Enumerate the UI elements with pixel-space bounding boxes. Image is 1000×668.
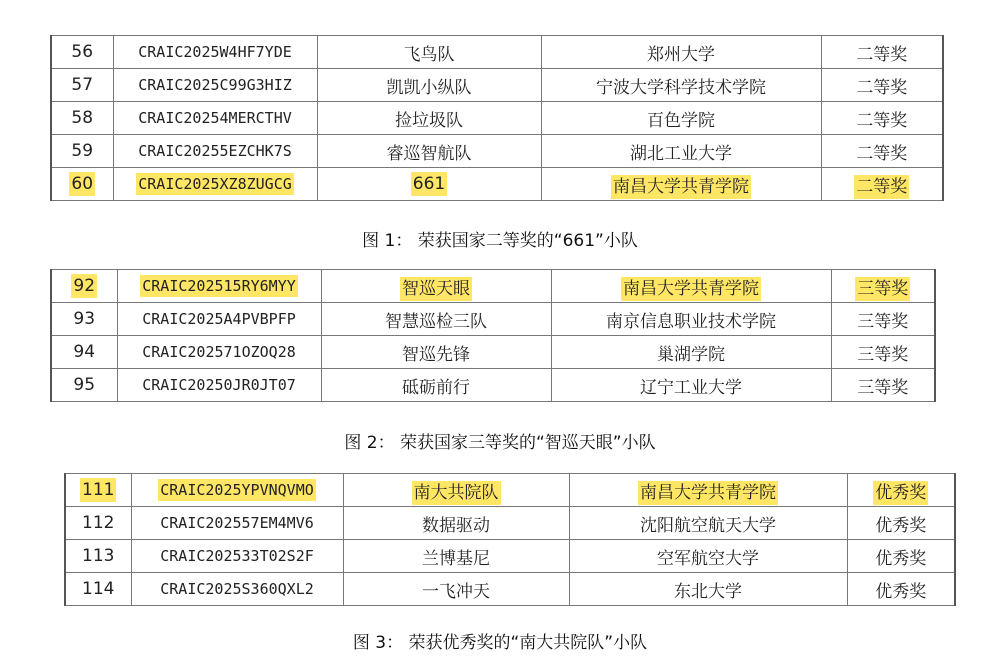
rank-cell-text: 94 [73, 342, 96, 362]
award-cell-text: 优秀奖 [875, 548, 927, 569]
award-cell [847, 540, 955, 573]
team-code-cell-text: CRAIC2025C99G3HIZ [138, 76, 292, 94]
school-cell [541, 168, 821, 201]
rank-cell [51, 36, 113, 69]
school-cell [551, 369, 831, 402]
team-name-cell-text: 661 [412, 174, 446, 194]
rank-cell-text: 114 [82, 579, 115, 599]
school-cell-text: 郑州大学 [647, 44, 715, 65]
table-row [51, 303, 935, 336]
team-code-cell [113, 102, 317, 135]
team-name-cell-text: 兰博基尼 [422, 548, 490, 569]
table-row [51, 369, 935, 402]
award-cell [847, 573, 955, 606]
rank-cell [65, 507, 131, 540]
school-cell-text: 沈阳航空航天大学 [640, 515, 776, 536]
award-cell-text: 二等奖 [856, 176, 908, 197]
rank-cell [51, 102, 113, 135]
team-code-cell [113, 69, 317, 102]
table-row [65, 573, 955, 606]
award-cell [831, 336, 935, 369]
team-name-cell-text: 飞鸟队 [403, 44, 455, 65]
school-cell-text: 南昌大学共青学院 [623, 278, 759, 299]
rank-cell-text: 60 [71, 174, 94, 194]
team-code-cell [131, 507, 343, 540]
award-cell-text: 优秀奖 [875, 482, 927, 503]
school-cell-text: 辽宁工业大学 [640, 377, 742, 398]
award-cell-text: 三等奖 [857, 377, 909, 398]
team-name-cell [317, 69, 541, 102]
team-code-cell [131, 540, 343, 573]
rank-cell [51, 168, 113, 201]
team-name-cell-text: 砥砺前行 [402, 377, 470, 398]
team-code-cell-text: CRAIC202515RY6MYY [142, 277, 296, 295]
award-cell [847, 507, 955, 540]
school-cell [541, 135, 821, 168]
team-code-cell-text: CRAIC20250JR0JT07 [142, 376, 296, 394]
team-name-cell [343, 474, 569, 507]
rank-cell-text: 58 [71, 108, 94, 128]
school-cell [551, 303, 831, 336]
rank-cell [51, 336, 117, 369]
table-row [51, 135, 943, 168]
school-cell-text: 湖北工业大学 [630, 143, 732, 164]
table-row [51, 36, 943, 69]
rank-cell-text: 95 [73, 375, 96, 395]
team-code-cell [113, 135, 317, 168]
team-code-cell [117, 270, 321, 303]
rank-cell-text: 57 [71, 75, 94, 95]
award-cell-text: 三等奖 [857, 344, 909, 365]
table-row [65, 507, 955, 540]
team-code-cell-text: CRAIC202557EM4MV6 [160, 514, 314, 532]
award-cell [821, 69, 943, 102]
school-cell-text: 东北大学 [674, 581, 742, 602]
school-cell [541, 102, 821, 135]
school-cell [569, 540, 847, 573]
team-code-cell-text: CRAIC2025A4PVBPFP [142, 310, 296, 328]
table-row-highlighted [51, 270, 935, 303]
school-cell [569, 573, 847, 606]
award-cell [831, 369, 935, 402]
team-name-cell [321, 270, 551, 303]
figure-caption-1: 图 1： 荣获国家二等奖的“661”小队 [362, 231, 638, 251]
team-code-cell-text: CRAIC2025S360QXL2 [160, 580, 314, 598]
table-row [51, 102, 943, 135]
team-code-cell [131, 474, 343, 507]
rank-cell [51, 369, 117, 402]
team-code-cell [113, 36, 317, 69]
rank-cell-text: 113 [82, 546, 115, 566]
rank-cell-text: 56 [71, 42, 94, 62]
team-name-cell [343, 540, 569, 573]
award-cell [821, 168, 943, 201]
rank-cell-text: 111 [82, 480, 115, 500]
award-cell [831, 270, 935, 303]
school-cell-text: 空军航空大学 [657, 548, 759, 569]
team-name-cell [343, 507, 569, 540]
table-row [51, 69, 943, 102]
team-code-cell-text: CRAIC202571OZOQ28 [142, 343, 296, 361]
rank-cell [51, 135, 113, 168]
school-cell [569, 474, 847, 507]
award-table-1 [50, 35, 944, 201]
school-cell-text: 巢湖学院 [657, 344, 725, 365]
school-cell-text: 宁波大学科学技术学院 [596, 77, 766, 98]
award-cell-text: 三等奖 [857, 278, 909, 299]
award-cell [821, 102, 943, 135]
rank-cell-text: 92 [73, 276, 96, 296]
rank-cell [51, 270, 117, 303]
rank-cell [65, 540, 131, 573]
team-code-cell [131, 573, 343, 606]
team-name-cell [343, 573, 569, 606]
team-code-cell [117, 336, 321, 369]
award-cell-text: 三等奖 [857, 311, 909, 332]
award-cell-text: 二等奖 [856, 44, 908, 65]
school-cell-text: 南昌大学共青学院 [613, 176, 749, 197]
team-name-cell [317, 36, 541, 69]
award-table-1-body [51, 36, 943, 201]
school-cell [569, 507, 847, 540]
team-name-cell [317, 102, 541, 135]
team-name-cell [317, 135, 541, 168]
award-cell [847, 474, 955, 507]
figure-caption-2: 图 2： 荣获国家三等奖的“智巡天眼”小队 [344, 433, 656, 453]
award-table-2 [50, 269, 936, 402]
team-code-cell-text: CRAIC20255EZCHK7S [138, 142, 292, 160]
table-row [51, 336, 935, 369]
award-cell [821, 135, 943, 168]
team-code-cell-text: CRAIC20254MERCTHV [138, 109, 292, 127]
table-row-highlighted [65, 474, 955, 507]
team-name-cell [321, 303, 551, 336]
rank-cell-text: 59 [71, 141, 94, 161]
award-cell [831, 303, 935, 336]
rank-cell-text: 112 [82, 513, 115, 533]
figure-caption-3: 图 3： 荣获优秀奖的“南大共院队”小队 [352, 633, 648, 653]
team-name-cell-text: 一飞冲天 [422, 581, 490, 602]
team-name-cell-text: 捡垃圾队 [395, 110, 463, 131]
team-name-cell [321, 336, 551, 369]
award-table-3 [64, 473, 956, 606]
team-name-cell-text: 南大共院队 [413, 482, 499, 503]
team-code-cell-text: CRAIC202533T02S2F [160, 547, 314, 565]
school-cell-text: 南昌大学共青学院 [640, 482, 776, 503]
rank-cell [65, 474, 131, 507]
school-cell [551, 336, 831, 369]
award-cell [821, 36, 943, 69]
team-code-cell [113, 168, 317, 201]
award-cell-text: 二等奖 [856, 77, 908, 98]
school-cell [541, 36, 821, 69]
team-code-cell-text: CRAIC2025W4HF7YDE [138, 43, 292, 61]
school-cell-text: 百色学院 [647, 110, 715, 131]
team-name-cell [317, 168, 541, 201]
rank-cell [51, 303, 117, 336]
table-row [65, 540, 955, 573]
team-code-cell [117, 369, 321, 402]
team-code-cell-text: CRAIC2025YPVNQVMO [160, 481, 314, 499]
award-cell-text: 二等奖 [856, 143, 908, 164]
award-cell-text: 优秀奖 [875, 581, 927, 602]
team-name-cell-text: 睿巡智航队 [386, 143, 472, 164]
rank-cell [65, 573, 131, 606]
team-code-cell-text: CRAIC2025XZ8ZUGCG [138, 175, 292, 193]
school-cell [541, 69, 821, 102]
school-cell-text: 南京信息职业技术学院 [606, 311, 776, 332]
rank-cell-text: 93 [73, 309, 96, 329]
team-name-cell-text: 智巡先锋 [402, 344, 470, 365]
award-table-3-body [65, 474, 955, 606]
award-cell-text: 优秀奖 [875, 515, 927, 536]
team-name-cell-text: 智巡天眼 [402, 278, 470, 299]
team-name-cell [321, 369, 551, 402]
team-code-cell [117, 303, 321, 336]
award-table-2-body [51, 270, 935, 402]
award-cell-text: 二等奖 [856, 110, 908, 131]
rank-cell [51, 69, 113, 102]
school-cell [551, 270, 831, 303]
team-name-cell-text: 凯凯小纵队 [386, 77, 472, 98]
table-row-highlighted [51, 168, 943, 201]
team-name-cell-text: 智慧巡检三队 [385, 311, 487, 332]
team-name-cell-text: 数据驱动 [422, 515, 490, 536]
